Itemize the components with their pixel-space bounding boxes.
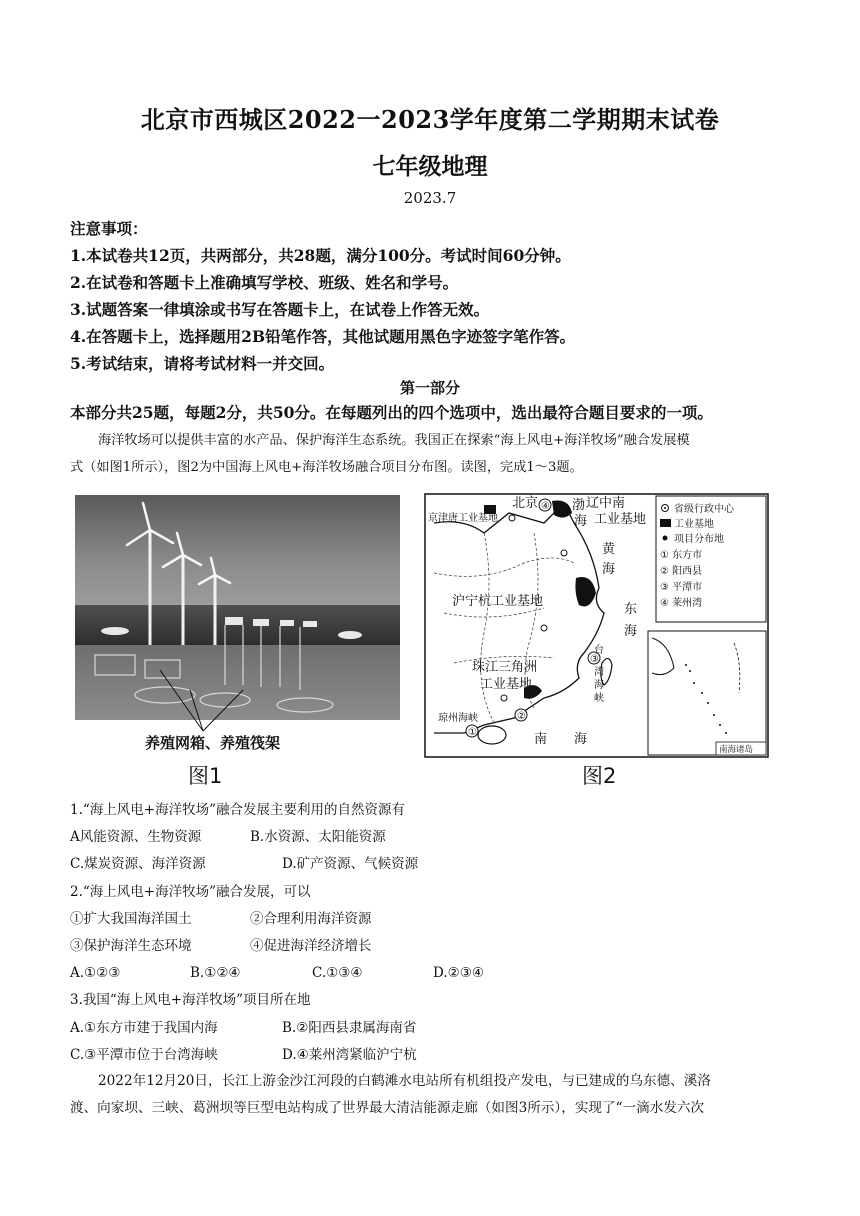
statement: ②合理利用海洋资源 bbox=[250, 910, 372, 927]
option: C.煤炭资源、海洋资源 bbox=[70, 856, 206, 873]
legend-item-2: ② 阳西县 bbox=[660, 566, 703, 577]
figure-1-label: 图1 bbox=[188, 764, 223, 788]
label-taiwan-4: 峡 bbox=[594, 693, 604, 704]
question-2-stem: 2.“海上风电+海洋牧场”融合发展，可以 bbox=[70, 883, 311, 900]
figure-2 bbox=[424, 493, 769, 758]
legend-item-4: ④ 莱州湾 bbox=[660, 598, 703, 609]
marker-3: ③ bbox=[590, 654, 599, 665]
option: D.④莱州湾紧临沪宁杭 bbox=[282, 1046, 417, 1063]
part-one-title: 第一部分 bbox=[399, 379, 460, 397]
question-3-stem: 3.我国“海上风电+海洋牧场”项目所在地 bbox=[70, 992, 311, 1009]
option: C.③平潭市位于台湾海峡 bbox=[70, 1046, 218, 1063]
label-liaozhongnan-2: 工业基地 bbox=[594, 512, 647, 527]
note-item: 4.在答题卡上，选择题用2B铅笔作答，其他试题用黑色字迹签字笔作答。 bbox=[70, 327, 576, 346]
label-donghai: 东 bbox=[624, 602, 638, 617]
label-zhujiang-2: 工业基地 bbox=[480, 677, 533, 692]
statement: ①扩大我国海洋国土 bbox=[70, 910, 192, 927]
nanhai-inset bbox=[648, 631, 766, 755]
option: B.水资源、太阳能资源 bbox=[250, 829, 386, 846]
marker-2: ② bbox=[517, 711, 526, 722]
label-taiwan-2: 湾 bbox=[594, 667, 604, 678]
option: A.①东方市建于我国内海 bbox=[70, 1019, 218, 1036]
legend-item-3: ③ 平潭市 bbox=[660, 582, 703, 593]
legend-item-1: ① 东方市 bbox=[660, 550, 703, 561]
option: D.矿产资源、气候资源 bbox=[282, 856, 419, 873]
option: A风能资源、生物资源 bbox=[70, 829, 202, 846]
exam-title: 北京市西城区2022一2023学年度第二学期期末试卷 bbox=[140, 105, 720, 134]
question-2-options-row bbox=[70, 960, 810, 987]
note-item: 1.本试卷共12页，共两部分，共28题，满分100分。考试时间60分钟。 bbox=[70, 246, 571, 265]
option: C.①③④ bbox=[312, 965, 363, 982]
legend-project: 项目分布地 bbox=[674, 534, 724, 545]
marker-4: ④ bbox=[541, 501, 550, 512]
statement: ③保护海洋生态环境 bbox=[70, 937, 192, 954]
label-jingjintang: 京津唐工业基地 bbox=[428, 513, 498, 524]
figure-1-photo bbox=[75, 495, 400, 760]
marker-1: ① bbox=[468, 727, 477, 738]
question-1-stem: 1.“海上风电+海洋牧场”融合发展主要利用的自然资源有 bbox=[70, 802, 405, 818]
option: D.②③④ bbox=[433, 965, 484, 982]
figure-2-label: 图2 bbox=[582, 764, 617, 788]
label-bohai-2: 海 bbox=[574, 514, 588, 529]
label-qiongzhou: 琼州海峡 bbox=[438, 713, 478, 724]
figure-2-map bbox=[424, 493, 769, 758]
label-huanghai: 黄 bbox=[602, 542, 616, 557]
questions-section bbox=[70, 797, 810, 1069]
figure-1-caption: 养殖网箱、养殖筏架 bbox=[145, 734, 281, 752]
question-1-options-row bbox=[70, 851, 810, 878]
passage-line: 2022年12月20日，长江上游金沙江河段的白鹤滩水电站所有机组投产发电，与已建成的乌东德、溪洛 bbox=[98, 1073, 711, 1089]
label-zhujiang: 珠江三角洲 bbox=[472, 660, 538, 675]
label-bohai: 渤 bbox=[572, 498, 586, 513]
label-beijing: 北京 bbox=[512, 496, 539, 511]
note-item: 3.试题答案一律填涂或书写在答题卡上，在试卷上作答无效。 bbox=[70, 300, 490, 319]
notes-section bbox=[70, 215, 810, 377]
label-nanhai-islands: 南海诸岛 bbox=[719, 745, 754, 755]
question-2-items-row bbox=[70, 906, 810, 933]
exam-date: 2023.7 bbox=[403, 189, 457, 207]
exam-subtitle: 七年级地理 bbox=[372, 153, 488, 180]
label-huanghai-2: 海 bbox=[602, 562, 616, 577]
figure-1 bbox=[75, 495, 400, 760]
passage-line: 式（如图1所示），图2为中国海上风电+海洋牧场融合项目分布图。读图，完成1～3题。 bbox=[70, 460, 583, 475]
passage-line: 渡、向家坝、三峡、葛洲坝等巨型电站构成了世界最大清洁能源走廊（如图3所示），实现了“一滴水发六次 bbox=[70, 1100, 705, 1116]
passage-line: 海洋牧场可以提供丰富的水产品、保护海洋生态系统。我国正在探索“海上风电+海洋牧场”融合发展模 bbox=[98, 433, 690, 448]
label-nanhai: 南 bbox=[534, 732, 548, 747]
question-3-options-row bbox=[70, 1042, 810, 1069]
option: B.②阳西县隶属海南省 bbox=[282, 1019, 417, 1036]
legend-industrial-base: 工业基地 bbox=[674, 519, 714, 530]
map-legend bbox=[656, 496, 766, 622]
label-donghai-2: 海 bbox=[624, 624, 638, 639]
label-huning: 沪宁杭工业基地 bbox=[452, 594, 544, 609]
question-2-items-row bbox=[70, 933, 810, 960]
question-3-options-row bbox=[70, 1015, 810, 1042]
passage-one bbox=[70, 427, 797, 481]
question-1-options-row bbox=[70, 824, 810, 851]
note-item: 5.考试结束，请将考试材料一并交回。 bbox=[70, 354, 335, 373]
option: B.①②④ bbox=[190, 965, 241, 982]
label-taiwan: 台 bbox=[594, 645, 604, 656]
label-liaozhongnan: 辽中南 bbox=[586, 496, 626, 511]
label-taiwan-3: 海 bbox=[594, 680, 604, 691]
notes-heading: 注意事项： bbox=[70, 219, 148, 238]
part-one-intro: 本部分共25题，每题2分，共50分。在每题列出的四个选项中，选出最符合题目要求的一项。 bbox=[70, 403, 713, 422]
passage-two bbox=[70, 1068, 797, 1122]
statement: ④促进海洋经济增长 bbox=[250, 937, 372, 954]
note-item: 2.在试卷和答题卡上准确填写学校、班级、姓名和学号。 bbox=[70, 273, 459, 292]
label-nanhai-2: 海 bbox=[574, 732, 588, 747]
option: A.①②③ bbox=[70, 965, 121, 982]
legend-capital: 省级行政中心 bbox=[674, 504, 734, 515]
